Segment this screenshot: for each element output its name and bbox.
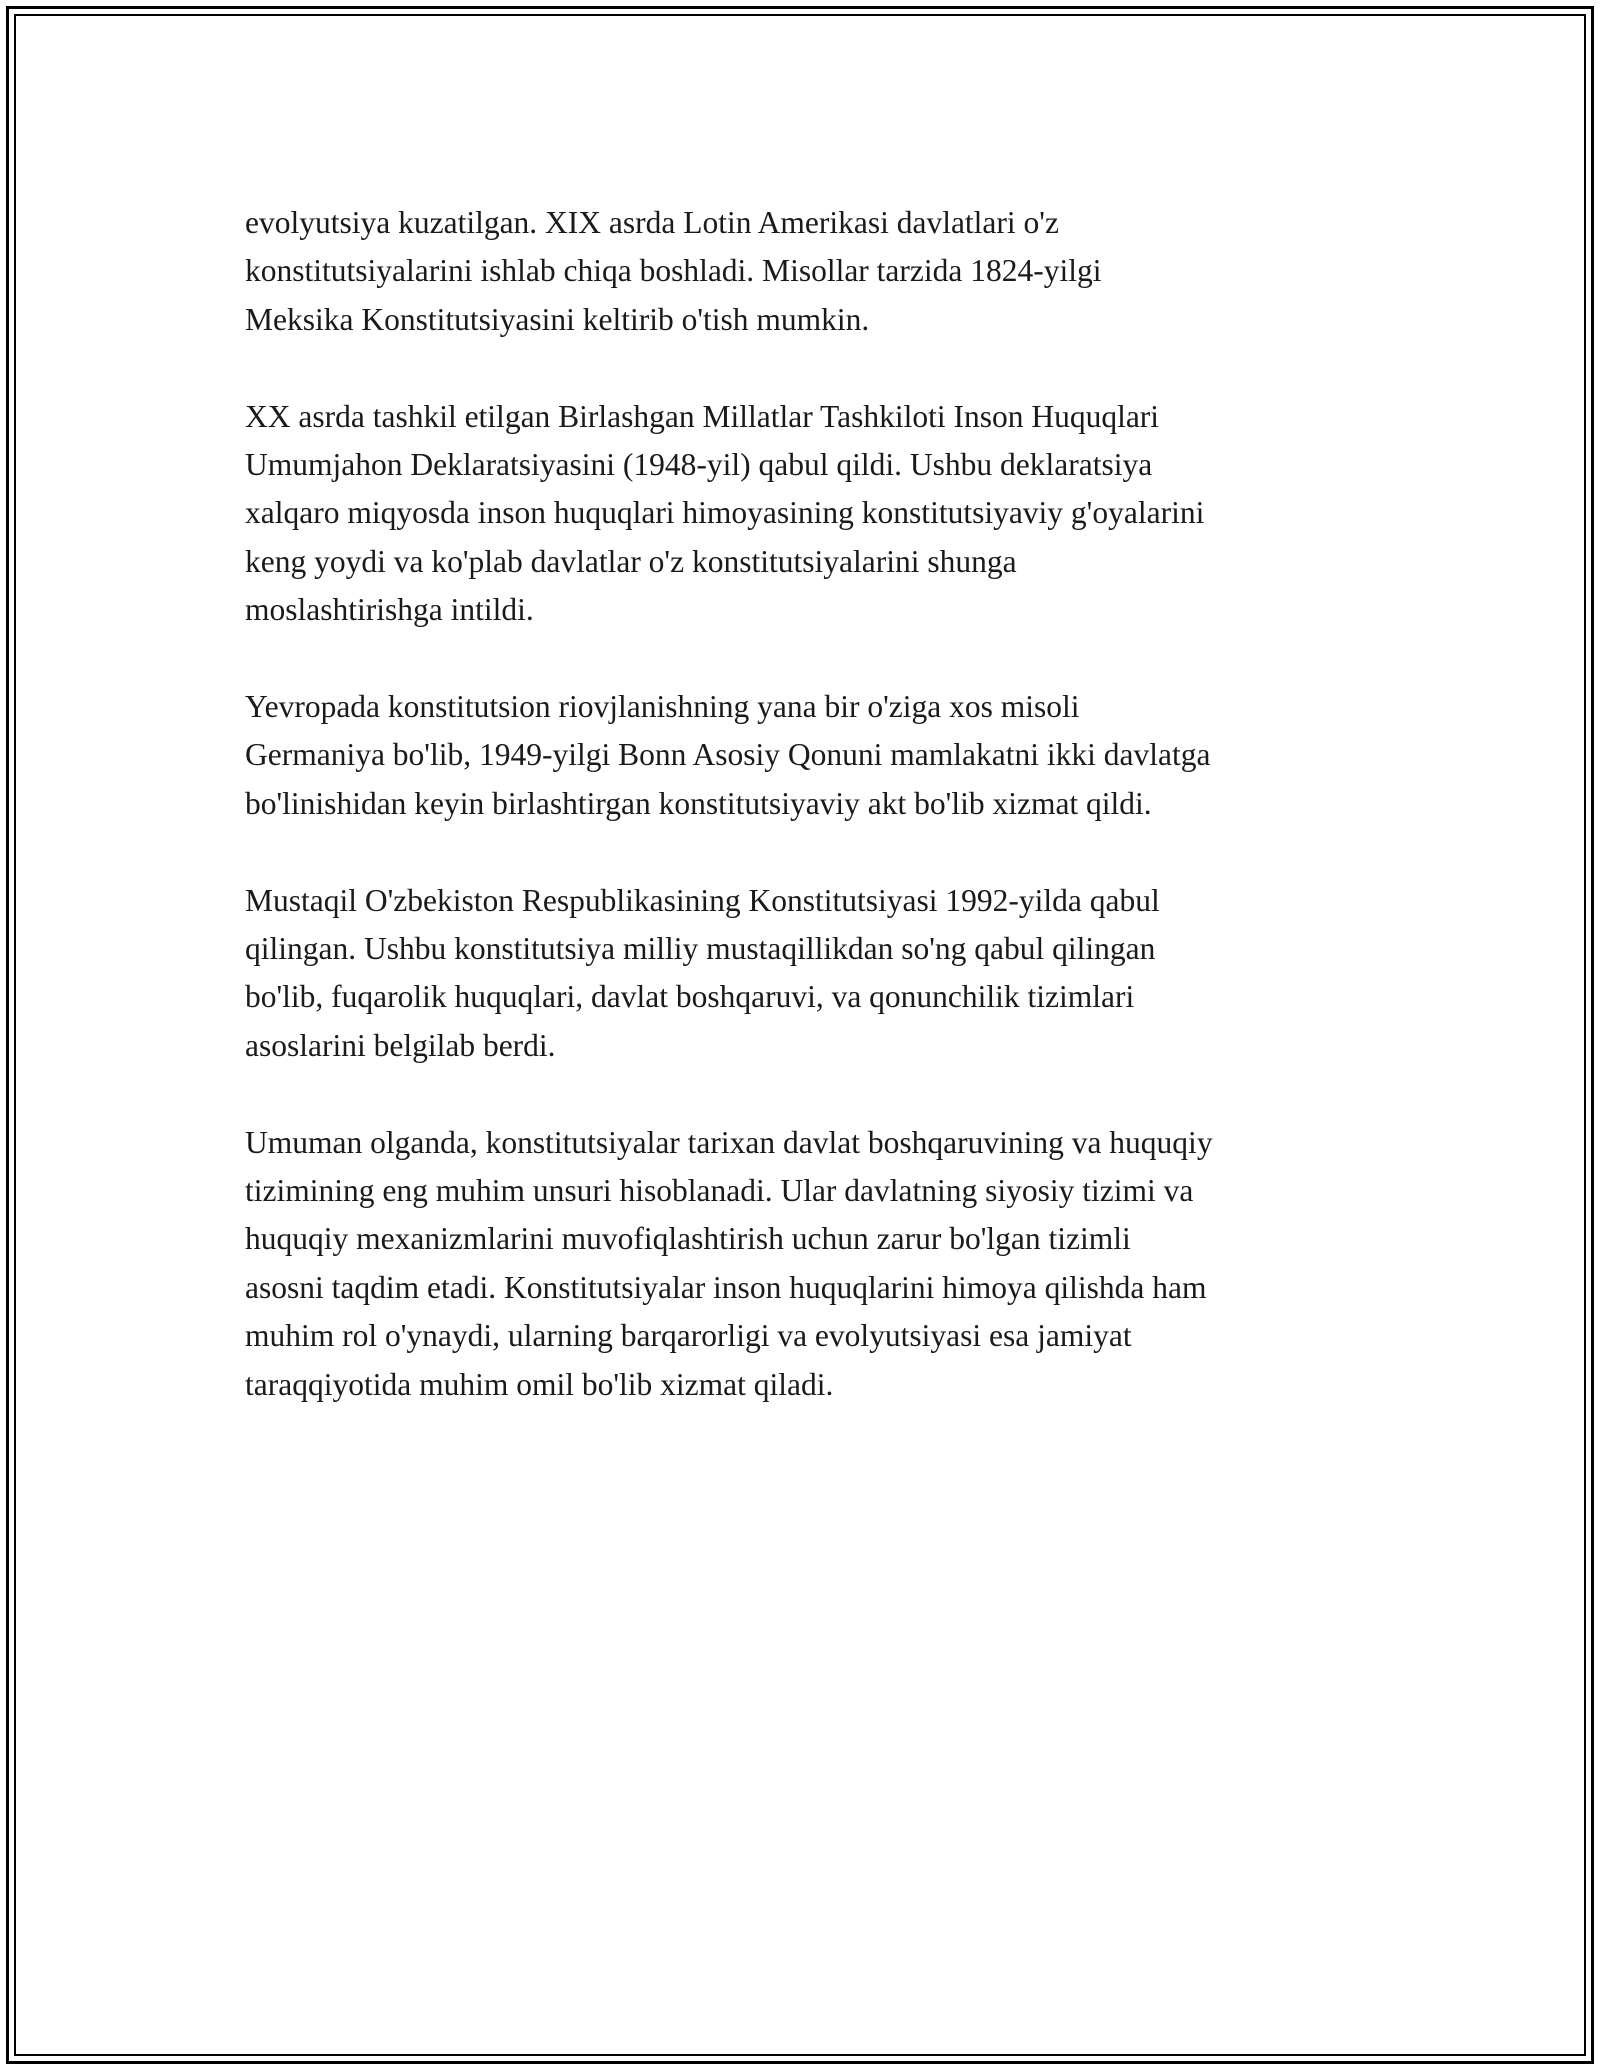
document-body — [245, 199, 1385, 1457]
paragraph-2: XX asrda tashkil etilgan Birlashgan Millatlar Tashkiloti Inson Huquqlari Umumjahon Deklaratsiyasini (1948-yil) qabul qildi. Ushbu deklaratsiya xalqaro miqyosda inson huquqlari himoyasining konstitutsiyaviy g'oyalarini keng yoydi va ko'plab davlatlar o'z konstitutsiyalarini shunga moslashtirishga intildi. — [245, 398, 1205, 628]
paragraph-3: Yevropada konstitutsion riovjlanishning yana bir o'ziga xos misoli Germaniya bo'lib, 1949-yilgi Bonn Asosiy Qonuni mamlakatni ikki davlatga bo'linishidan keyin birlashtirgan konstitutsiyaviy akt bo'lib xizmat qildi. — [245, 689, 1211, 821]
paragraph-5: Umuman olganda, konstitutsiyalar tarixan davlat boshqaruvining va huquqiy tizimining eng muhim unsuri hisoblanadi. Ular davlatning siyosiy tizimi va huquqiy mexanizmlarini muvofiqlashtirish uchun zarur bo'lgan tizimli asosni taqdim etadi. Konstitutsiyalar inson huquqlarini himoya qilishda ham muhim rol o'ynaydi, ularning barqarorligi va evolyutsiyasi esa jamiyat taraqqiyotida muhim omil bo'lib xizmat qiladi. — [245, 1124, 1213, 1402]
page-border — [6, 6, 1594, 2064]
paragraph-1: evolyutsiya kuzatilgan. XIX asrda Lotin Amerikasi davlatlari o'z konstitutsiyalarini ishlab chiqa boshladi. Misollar tarzida 1824-yilgi Meksika Konstitutsiyasini keltirib o'tish mumkin. — [245, 205, 1102, 337]
paragraph-4: Mustaqil O'zbekiston Respublikasining Konstitutsiyasi 1992-yilda qabul qilingan. Ushbu konstitutsiya milliy mustaqillikdan so'ng qabul qilingan bo'lib, fuqarolik huquqlari, davlat boshqaruvi, va qonunchilik tizimlari asoslarini belgilab berdi. — [245, 882, 1160, 1063]
